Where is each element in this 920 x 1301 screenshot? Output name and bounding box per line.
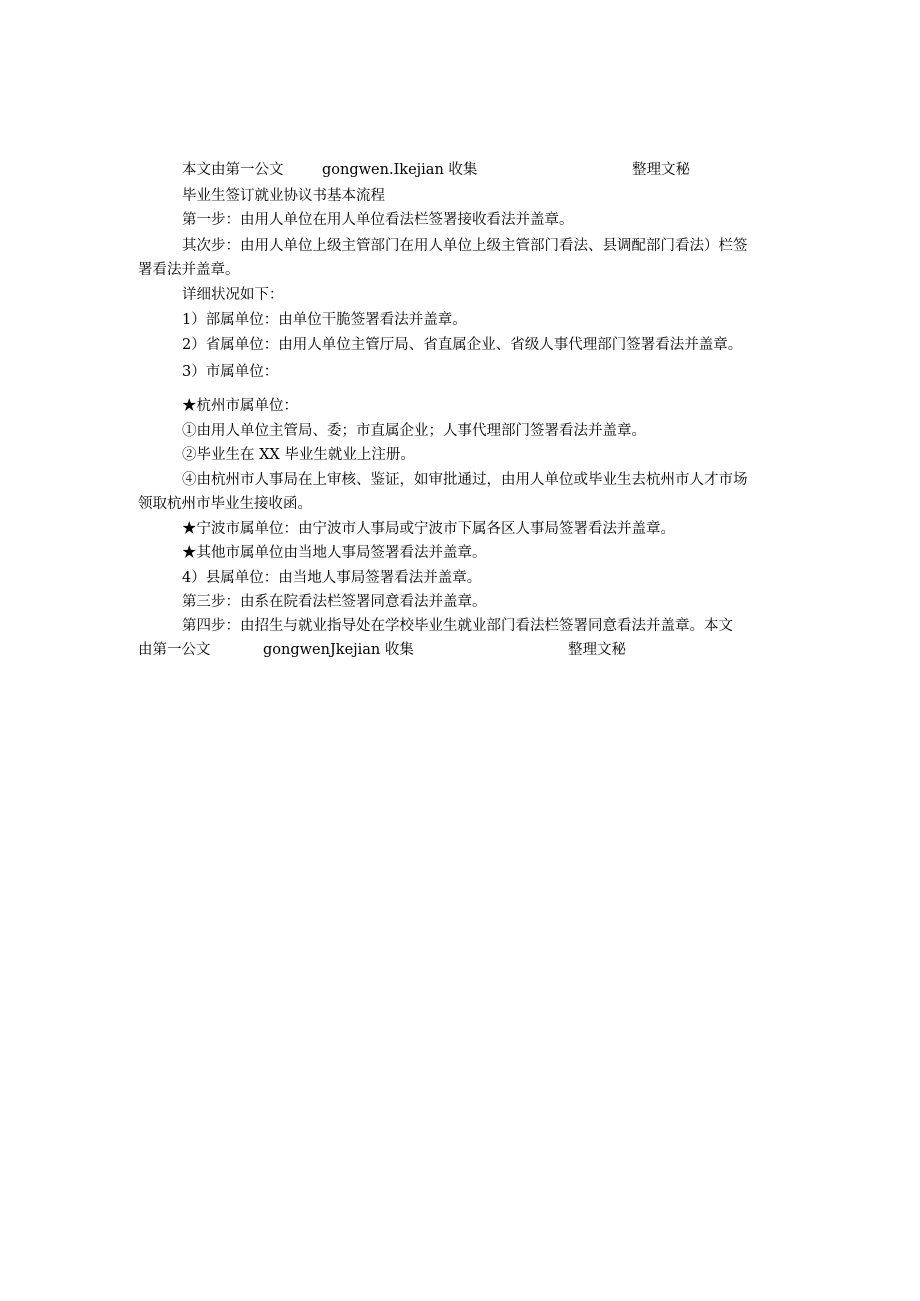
footer-site-label: gongwenJkejian 收集 [263,642,414,658]
step-2-line-1: 其次步：由用人单位上级主管部门在用人单位上级主管部门看法、县调配部门看法）栏签 [182,238,748,254]
step-3: 第三步：由系在院看法栏签署同意看法并盖章。 [182,594,487,610]
header-right-label: 整理文秘 [632,162,690,178]
item-3: 3）市属单位： [182,364,279,380]
item-2: 2）省属单位：由用人单位主管厅局、省直属企业、省级人事代理部门签署看法并盖章。 [182,337,743,353]
other-city-item: ★其他市属单位由当地人事局签署看法并盖章。 [182,545,487,561]
step-1: 第一步：由用人单位在用人单位看法栏签署接收看法并盖章。 [182,212,574,228]
step-2-line-2: 署看法并盖章。 [138,262,240,278]
footer-right-label: 整理文秘 [568,642,626,658]
document-title: 毕业生签订就业协议书基本流程 [182,188,385,204]
footer-row [0,640,920,660]
details-intro: 详细状况如下： [182,287,284,303]
hangzhou-title: ★杭州市属单位： [182,398,298,414]
header-site-label: gongwen.Ikejian 收集 [322,162,478,178]
hangzhou-item-4-line-1: ④由杭州市人事局在上审核、鉴证，如审批通过，由用人单位或毕业生去杭州市人才市场 [182,472,748,488]
header-row [0,160,920,180]
item-4: 4）县属单位：由当地人事局签署看法并盖章。 [182,570,482,586]
hangzhou-item-2: ②毕业生在 XX 毕业生就业上注册。 [182,447,415,463]
hangzhou-item-4-line-2: 领取杭州市毕业生接收函。 [138,496,312,512]
hangzhou-item-1: ①由用人单位主管局、委；市直属企业；人事代理部门签署看法并盖章。 [182,423,646,439]
header-source-label: 本文由第一公文 [182,162,284,178]
item-1: 1）部属单位：由单位干脆签署看法并盖章。 [182,312,467,328]
footer-source-label: 由第一公文 [138,642,211,658]
step-4-line-1: 第四步：由招生与就业指导处在学校毕业生就业部门看法栏签署同意看法并盖章。本文 [182,618,733,634]
ningbo-item: ★宁波市属单位：由宁波市人事局或宁波市下属各区人事局签署看法并盖章。 [182,521,675,537]
